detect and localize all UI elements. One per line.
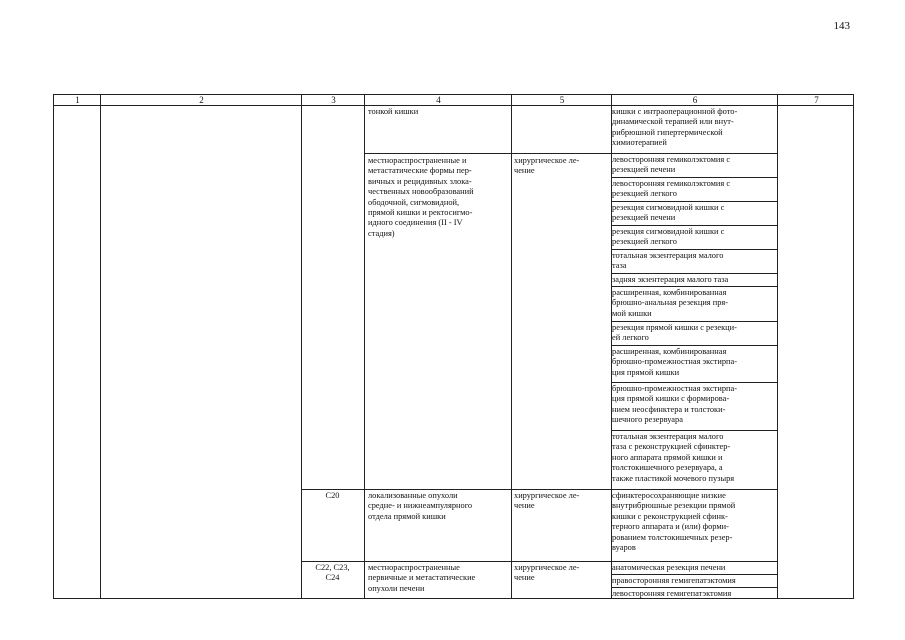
header-col-4: 4 [436,95,441,105]
row-a-col6-item: кишки с интраоперационной фото- динамической терапией или внут- рибрюшной гипертермической химиотерапией [612,107,738,148]
col6-separator [611,177,778,178]
row-b-col6-item: расширенная, комбинированная брюшно-анальная резекция пря- мой кишки [612,288,729,318]
column-divider [100,94,101,599]
col6-separator [611,249,778,250]
row-b-col6-item: левосторонняя гемиколэктомия с резекцией легкого [612,179,731,199]
table-header-row [54,95,853,106]
col6-separator [611,201,778,202]
row-b-col6-item: резекция прямой кишки с резекци- ей легкого [612,323,737,343]
row-b-col6-item: резекция сигмовидной кишки с резекцией легкого [612,227,725,247]
header-col-5: 5 [559,95,565,105]
row-b-col5: хирургическое ле- чение [514,156,580,176]
row-b-col6-item: расширенная, комбинированная брюшно-промежностная экстирпа- ция прямой кишки [612,347,738,377]
row-c-col3: C20 [325,491,340,500]
header-col-3: 3 [331,95,336,105]
page-number: 143 [833,20,850,32]
header-col-2: 2 [199,95,204,105]
column-divider [511,94,512,599]
col6-separator [611,587,778,588]
header-col-7: 7 [814,95,819,105]
row-c-col6-item: сфинктеросохраняющие низкие внутрибрюшные резекции прямой кишки с реконструкцией сфинк- терного аппарата и (или) форми- рованием толстокишечных резер- вуаров [612,491,736,553]
row-b-col6-item: брюшно-промежностная экстирпа- ция прямой кишки с формирова- нием неосфинктера и толстоки- шечного резервуара [612,384,738,425]
col6-separator [611,273,778,274]
row-b-col6-item: левосторонняя гемиколэктомия с резекцией печени [612,155,731,175]
row-b-col4: местнораспространенные и метастатические формы пер- вичных и рецидивных злока- чественных новообразований ободочной, сигмовидной, прямой кишки и ректосигмо- идного соединения (II - IV стадия) [368,156,474,238]
row-c-col5: хирургическое ле- чение [514,491,580,511]
row-d-col3: C22, C23, C24 [315,563,350,583]
col6-separator [611,430,778,431]
col6-separator [611,321,778,322]
col6-separator [611,574,778,575]
row-d-col5: хирургическое ле- чение [514,563,580,583]
column-divider [301,94,302,599]
row-separator [364,153,778,154]
column-divider [777,94,778,599]
row-d-col6-item: правосторонняя гемигепатэктомия [612,576,736,585]
row-d-col6-item: левосторонняя гемигепатэктомия [612,589,732,598]
col6-separator [611,286,778,287]
row-a-col4: тонкой кишки [368,107,419,116]
row-separator [301,561,778,562]
header-col-6: 6 [692,95,698,105]
row-d-col6-item: анатомическая резекция печени [612,563,726,572]
header-col-1: 1 [75,95,80,105]
row-b-col6-item: тотальная экзентерация малого таза с реконструкцией сфинктер- ного аппарата прямой кишки и толстокишечного резервуара, а также пластикой мочевого пузыря [612,432,735,483]
row-c-col4: локализованные опухоли средне- и нижнеампулярного отдела прямой кишки [368,491,473,521]
column-divider [364,94,365,599]
col6-separator [611,345,778,346]
row-separator [301,489,778,490]
row-d-col4: местнораспространенные первичные и метастатические опухоли печени [368,563,476,593]
row-b-col6-item: резекция сигмовидной кишки с резекцией печени [612,203,725,223]
row-b-col6-item: тотальная экзентерация малого таза [612,251,724,271]
col6-separator [611,382,778,383]
col6-separator [611,225,778,226]
row-b-col6-item: задняя экзентерация малого таза [612,275,729,284]
